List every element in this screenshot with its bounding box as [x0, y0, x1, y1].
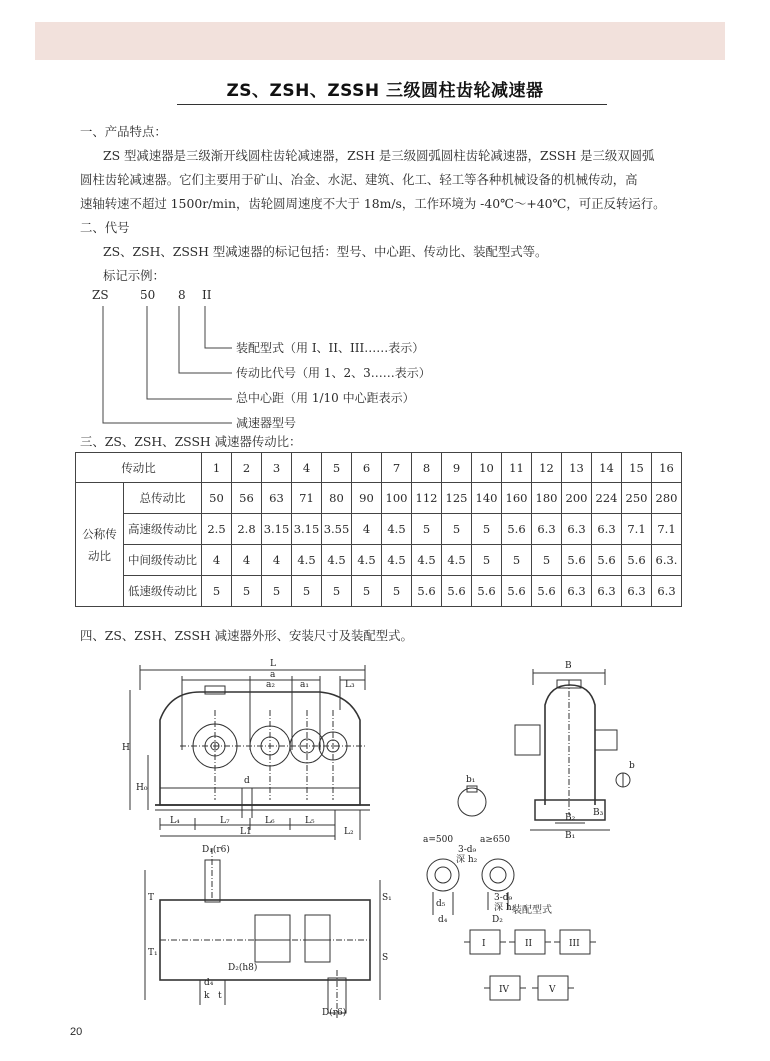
dim-b: b — [629, 761, 635, 771]
table-cell: 3.55 — [322, 514, 352, 545]
table-cell: 4.5 — [292, 545, 322, 576]
assembly-type-1: I — [482, 939, 486, 949]
column-header: 16 — [652, 453, 682, 483]
section1-line1: ZS 型减速器是三级渐开线圆柱齿轮减速器，ZSH 是三级圆弧圆柱齿轮减速器，ZSSH 是三级双圆弧 — [103, 148, 655, 163]
row-label: 高速级传动比 — [124, 514, 202, 545]
table-cell: 2.5 — [202, 514, 232, 545]
callout-center: 总中心距（用 1/10 中心距表示） — [236, 391, 415, 405]
column-header: 5 — [322, 453, 352, 483]
front-view-drawing — [120, 650, 375, 840]
table-cell: 5.6 — [622, 545, 652, 576]
table-cell: 4.5 — [322, 545, 352, 576]
assembly-type-5: V — [549, 985, 556, 995]
table-cell: 224 — [592, 483, 622, 514]
table-row — [76, 514, 682, 545]
table-cell: 4 — [202, 545, 232, 576]
table-cell: 5.6 — [442, 576, 472, 607]
callout-model: 减速器型号 — [236, 416, 297, 430]
code-assembly: II — [202, 288, 212, 302]
table-cell: 50 — [202, 483, 232, 514]
table-cell: 160 — [502, 483, 532, 514]
label-D2b: D₂ — [492, 915, 503, 925]
table-cell: 5 — [352, 576, 382, 607]
section3-heading: 三、ZS、ZSH、ZSSH 减速器传动比： — [80, 434, 302, 449]
section1-line2: 圆柱齿轮减速器。它们主要用于矿山、冶金、水泥、建筑、化工、轻工等各种机械设备的机械传动，高 — [80, 172, 638, 187]
key-detail-drawing — [452, 770, 492, 830]
table-cell: 3.15 — [292, 514, 322, 545]
table-cell: 90 — [352, 483, 382, 514]
page-title: ZS、ZSH、ZSSH 三级圆柱齿轮减速器 — [226, 81, 544, 101]
table-cell: 5.6 — [532, 576, 562, 607]
column-header: 10 — [472, 453, 502, 483]
group-label — [76, 483, 124, 607]
row-label: 低速级传动比 — [124, 576, 202, 607]
dim-L4: L₄ — [170, 816, 180, 826]
group-label-line1: 公称传 — [82, 526, 117, 541]
table-cell: 7.1 — [622, 514, 652, 545]
table-cell: 5 — [532, 545, 562, 576]
column-header: 14 — [592, 453, 622, 483]
column-header: 2 — [232, 453, 262, 483]
top-view-drawing — [140, 840, 395, 1020]
header-label: 传动比 — [76, 453, 202, 483]
column-header: 15 — [622, 453, 652, 483]
dim-D: D(r6) — [322, 1008, 347, 1018]
table-cell: 5.6 — [502, 514, 532, 545]
dim-d: d — [244, 776, 250, 786]
label-a650: a≥650 — [480, 835, 511, 845]
dim-L6: L₆ — [265, 816, 275, 826]
label-a500: a=500 — [423, 835, 454, 845]
row-label: 总传动比 — [124, 483, 202, 514]
table-cell: 6.3 — [622, 576, 652, 607]
table-cell: 125 — [442, 483, 472, 514]
example-label: 标记示例： — [103, 268, 165, 283]
section1-heading: 一、产品特点： — [80, 124, 167, 139]
dim-D2: D₂(h8) — [228, 963, 258, 973]
dim-a2: a₂ — [266, 680, 275, 690]
table-cell: 6.3 — [592, 576, 622, 607]
callout-assembly: 装配型式（用 I、II、III……表示） — [236, 341, 425, 355]
table-cell: 180 — [532, 483, 562, 514]
column-header: 13 — [562, 453, 592, 483]
dim-B: B — [565, 661, 572, 671]
column-header: 11 — [502, 453, 532, 483]
callout-ratio: 传动比代号（用 1、2、3……表示） — [236, 366, 431, 380]
column-header: 8 — [412, 453, 442, 483]
table-cell: 5 — [472, 514, 502, 545]
table-cell: 5 — [502, 545, 532, 576]
table-row — [76, 545, 682, 576]
table-cell: 6.3 — [532, 514, 562, 545]
table-row — [76, 576, 682, 607]
column-header: 7 — [382, 453, 412, 483]
table-cell: 5 — [382, 576, 412, 607]
table-cell: 5 — [232, 576, 262, 607]
dim-T1: T₁ — [148, 948, 158, 958]
dim-L2: L₂ — [344, 827, 354, 837]
section2-heading: 二、代号 — [80, 220, 130, 235]
table-row — [76, 483, 682, 514]
table-cell: 4.5 — [382, 545, 412, 576]
table-cell: 5.6 — [502, 576, 532, 607]
table-cell: 4.5 — [412, 545, 442, 576]
column-header: 1 — [202, 453, 232, 483]
table-cell: 4 — [352, 514, 382, 545]
table-cell: 5 — [412, 514, 442, 545]
dim-B2: B₂ — [565, 813, 576, 823]
row-label: 中间级传动比 — [124, 545, 202, 576]
table-cell: 4.5 — [352, 545, 382, 576]
dim-a: a — [270, 670, 276, 680]
table-cell: 5 — [202, 576, 232, 607]
table-cell: 280 — [652, 483, 682, 514]
table-cell: 200 — [562, 483, 592, 514]
column-header: 9 — [442, 453, 472, 483]
table-cell: 4.5 — [382, 514, 412, 545]
table-cell: 6.3 — [562, 576, 592, 607]
table-cell: 112 — [412, 483, 442, 514]
dim-D1: D₁(r6) — [202, 845, 230, 855]
label-hole1: 3-d₉ — [458, 845, 477, 855]
ratio-table — [75, 452, 682, 607]
table-cell: 6.3. — [652, 545, 682, 576]
table-header-row — [76, 453, 682, 483]
section1-line3: 速轴转速不超过 1500r/min，齿轮圆周速度不大于 18m/s，工作环境为 -40℃～+40℃，可正反转运行。 — [80, 196, 666, 211]
table-cell: 5 — [322, 576, 352, 607]
table-cell: 2.8 — [232, 514, 262, 545]
group-label-line2: 动比 — [88, 548, 111, 563]
dim-B1: B₁ — [565, 831, 576, 840]
table-cell: 5 — [472, 545, 502, 576]
table-cell: 71 — [292, 483, 322, 514]
table-cell: 5 — [442, 514, 472, 545]
table-cell: 63 — [262, 483, 292, 514]
table-cell: 6.3 — [562, 514, 592, 545]
assembly-title: 装配型式 — [512, 905, 552, 916]
dim-d4: d₄ — [204, 978, 214, 988]
dim-T: T — [148, 893, 155, 903]
code-center-distance: 50 — [140, 288, 156, 302]
table-cell: 3.15 — [262, 514, 292, 545]
table-cell: 5.6 — [562, 545, 592, 576]
dim-L7: L₇ — [220, 816, 230, 826]
table-cell: 56 — [232, 483, 262, 514]
assembly-types-drawing — [462, 920, 612, 1010]
column-header: 3 — [262, 453, 292, 483]
section2-line: ZS、ZSH、ZSSH 型减速器的标记包括：型号、中心距、传动比、装配型式等。 — [103, 244, 548, 259]
table-cell: 4 — [262, 545, 292, 576]
label-hole2: 3-d₉ — [494, 893, 513, 903]
dim-S1: S₁ — [382, 893, 392, 903]
label-d4b: d₄ — [438, 915, 448, 925]
table-cell: 5.6 — [412, 576, 442, 607]
assembly-type-3: III — [569, 939, 580, 949]
table-cell: 7.1 — [652, 514, 682, 545]
table-cell: 5 — [262, 576, 292, 607]
table-cell: 5 — [292, 576, 322, 607]
dim-H0: H₀ — [136, 783, 148, 793]
table-cell: 4 — [232, 545, 262, 576]
dim-t: t — [218, 991, 222, 1001]
dim-B3: B₃ — [593, 808, 604, 818]
dim-H: H — [122, 743, 130, 753]
column-header: 12 — [532, 453, 562, 483]
table-cell: 80 — [322, 483, 352, 514]
code-ratio: 8 — [178, 288, 186, 302]
label-d5: d₅ — [436, 899, 446, 909]
label-depth1: 深 h₂ — [456, 855, 478, 865]
assembly-type-2: II — [525, 939, 533, 949]
dim-k: k — [204, 991, 210, 1001]
table-cell: 100 — [382, 483, 412, 514]
table-cell: 4.5 — [442, 545, 472, 576]
table-cell: 6.3 — [652, 576, 682, 607]
table-cell: 5.6 — [472, 576, 502, 607]
table-cell: 6.3 — [592, 514, 622, 545]
dim-L: L — [270, 659, 276, 669]
dim-a1: a₁ — [300, 680, 309, 690]
section4-heading: 四、ZS、ZSH、ZSSH 减速器外形、安装尺寸及装配型式。 — [80, 628, 413, 643]
dim-L1: L1 — [240, 827, 252, 837]
table-cell: 140 — [472, 483, 502, 514]
column-header: 6 — [352, 453, 382, 483]
label-depth2: 深 h₂ — [494, 903, 516, 913]
dim-L5: L₅ — [305, 816, 315, 826]
code-model: ZS — [92, 288, 109, 302]
dim-L3: L₃ — [345, 680, 355, 690]
page-number: 20 — [70, 1026, 83, 1038]
dim-b1: b₁ — [466, 775, 476, 785]
side-view-drawing — [495, 655, 645, 840]
table-cell: 250 — [622, 483, 652, 514]
table-cell: 5.6 — [592, 545, 622, 576]
column-header: 4 — [292, 453, 322, 483]
assembly-type-4: IV — [499, 985, 510, 995]
dim-S: S — [382, 953, 389, 963]
